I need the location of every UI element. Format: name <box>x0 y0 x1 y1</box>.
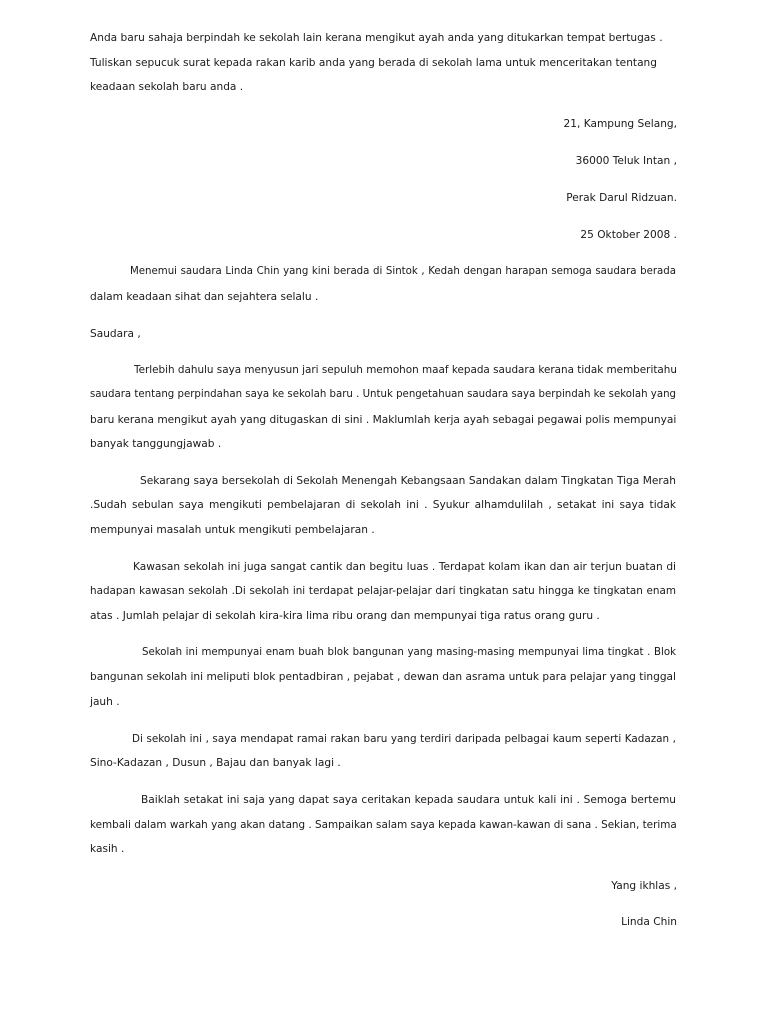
address-line: 21, Kampung Selang, <box>563 118 677 130</box>
paragraph-line: saudara tentang perpindahan saya ke sekolah baru . Untuk pengetahuan saudara saya berpindah ke sekolah yang <box>90 389 676 400</box>
paragraph-line: hadapan kawasan sekolah .Di sekolah ini terdapat pelajar-pelajar dari tingkatan satu hingga ke tingkatan enam <box>90 585 676 597</box>
question-line: keadaan sekolah baru anda . <box>90 81 244 93</box>
salutation: Saudara , <box>90 328 141 340</box>
question-line: Anda baru sahaja berpindah ke sekolah lain kerana mengikut ayah anda yang ditukarkan tempat bertugas . <box>90 32 663 44</box>
paragraph-line: banyak tanggungjawab . <box>90 438 222 450</box>
address-line: 36000 Teluk Intan , <box>575 155 677 167</box>
paragraph-line: Kawasan sekolah ini juga sangat cantik dan begitu luas . Terdapat kolam ikan dan air terjun buatan di <box>133 561 676 573</box>
paragraph-line: Sino-Kadazan , Dusun , Bajau dan banyak lagi . <box>90 757 341 769</box>
paragraph-line: kembali dalam warkah yang akan datang . Sampaikan salam saya kepada kawan-kawan di sana . Sekian, terima <box>90 819 677 831</box>
paragraph-line: Sekarang saya bersekolah di Sekolah Menengah Kebangsaan Sandakan dalam Tingkatan Tiga Merah <box>140 475 676 487</box>
paragraph-line: Baiklah setakat ini saja yang dapat saya ceritakan kepada saudara untuk kali ini . Semoga bertemu <box>141 794 676 806</box>
greeting-line: Menemui saudara Linda Chin yang kini berada di Sintok , Kedah dengan harapan semoga saudara berada <box>130 266 676 277</box>
paragraph-line: Di sekolah ini , saya mendapat ramai rakan baru yang terdiri daripada pelbagai kaum seperti Kadazan , <box>132 733 676 745</box>
paragraph-line: jauh . <box>90 696 120 708</box>
paragraph-line: bangunan sekolah ini meliputi blok pentadbiran , pejabat , dewan dan asrama untuk para pelajar yang tinggal <box>90 671 676 683</box>
paragraph-line: atas . Jumlah pelajar di sekolah kira-kira lima ribu orang dan mempunyai tiga ratus orang guru . <box>90 610 600 622</box>
paragraph-line: mempunyai masalah untuk mengikuti pembelajaran . <box>90 524 375 536</box>
paragraph-line: baru kerana mengikut ayah yang ditugaskan di sini . Maklumlah kerja ayah sebagai pegawai polis mempunyai <box>90 414 677 426</box>
paragraph-line: .Sudah sebulan saya mengikuti pembelajaran di sekolah ini . Syukur alhamdulilah , setakat ini saya tidak <box>90 499 676 511</box>
greeting-line: dalam keadaan sihat dan sejahtera selalu . <box>90 291 319 303</box>
paragraph-line: kasih . <box>90 843 125 855</box>
paragraph-line: Sekolah ini mempunyai enam buah blok bangunan yang masing-masing mempunyai lima tingkat . Blok <box>142 647 676 658</box>
address-line: Perak Darul Ridzuan. <box>566 192 677 204</box>
paragraph-line: Terlebih dahulu saya menyusun jari sepuluh memohon maaf kepada saudara kerana tidak memberitahu <box>134 364 677 376</box>
letter-date: 25 Oktober 2008 . <box>580 229 677 241</box>
signature: Linda Chin <box>621 916 677 928</box>
question-line: Tuliskan sepucuk surat kepada rakan karib anda yang berada di sekolah lama untuk menceritakan tentang <box>90 57 657 69</box>
closing: Yang ikhlas , <box>611 880 677 892</box>
